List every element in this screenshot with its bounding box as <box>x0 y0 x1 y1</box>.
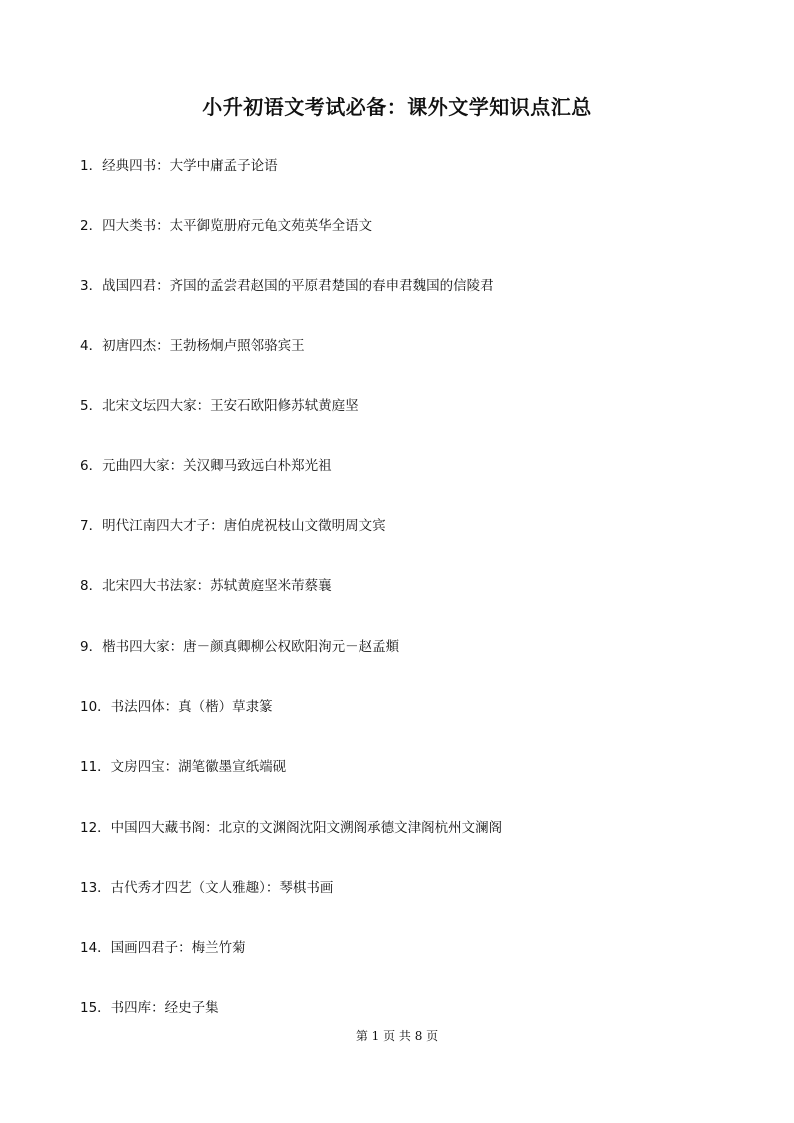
list-item: 14．国画四君子：梅兰竹菊 <box>80 940 246 956</box>
list-item: 4．初唐四杰：王勃杨炯卢照邻骆宾王 <box>80 338 305 354</box>
list-item: 15．书四库：经史子集 <box>80 1000 219 1016</box>
list-item: 10．书法四体：真（楷）草隶篆 <box>80 699 273 715</box>
list-item: 8．北宋四大书法家：苏轼黄庭坚米芾蔡襄 <box>80 578 332 594</box>
list-item: 2．四大类书：太平御览册府元龟文苑英华全语文 <box>80 218 373 234</box>
list-item: 1．经典四书：大学中庸孟子论语 <box>80 158 278 174</box>
list-item: 11．文房四宝：湖笔徽墨宣纸端砚 <box>80 759 287 775</box>
list-item: 3．战国四君：齐国的孟尝君赵国的平原君楚国的春申君魏国的信陵君 <box>80 278 494 294</box>
list-item: 6．元曲四大家：关汉卿马致远白朴郑光祖 <box>80 458 332 474</box>
list-item: 9．楷书四大家：唐－颜真卿柳公权欧阳洵元－赵孟頫 <box>80 639 400 655</box>
list-item: 7．明代江南四大才子：唐伯虎祝枝山文徵明周文宾 <box>80 518 386 534</box>
page-footer: 第 1 页 共 8 页 <box>355 1029 439 1043</box>
page-title: 小升初语文考试必备：课外文学知识点汇总 <box>202 95 592 119</box>
list-item: 12．中国四大藏书阁：北京的文渊阁沈阳文溯阁承德文津阁杭州文澜阁 <box>80 820 503 836</box>
list-item: 13．古代秀才四艺（文人雅趣）：琴棋书画 <box>80 880 334 896</box>
list-item: 5．北宋文坛四大家：王安石欧阳修苏轼黄庭坚 <box>80 398 359 414</box>
